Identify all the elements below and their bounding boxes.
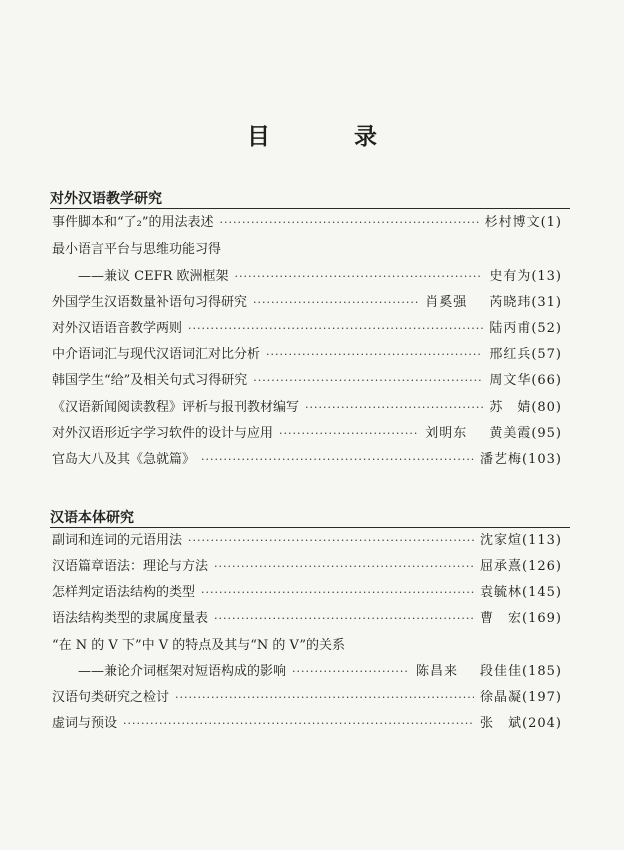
page-title: 目 录 (246, 124, 415, 150)
entry-title: 对外汉语语音教学两则 (52, 321, 183, 336)
dot-leader (292, 662, 410, 682)
entry-author-page: 邢红兵(57) (489, 347, 562, 362)
toc-entry[interactable] (52, 240, 562, 260)
entry-title: 对外汉语形近字学习软件的设计与应用 (52, 426, 274, 441)
entry-title: 汉语句类研究之检讨 (52, 690, 170, 705)
toc-entry[interactable] (52, 267, 562, 287)
dot-leader (201, 583, 474, 603)
entry-title: 中介语词汇与现代汉语词汇对比分析 (52, 347, 261, 362)
dot-leader (279, 424, 419, 444)
entry-title: 韩国学生“给”及相关句式习得研究 (52, 373, 248, 388)
dot-leader (123, 714, 474, 734)
dot-leader (201, 450, 474, 470)
entry-author-page: 史有为(13) (489, 269, 562, 284)
dot-leader (235, 267, 484, 287)
toc-entry[interactable] (52, 319, 562, 339)
dot-leader (214, 557, 474, 577)
section-heading: 汉语本体研究 (50, 510, 134, 526)
entry-author-page: 段佳佳(185) (480, 664, 562, 679)
toc-entry[interactable] (52, 424, 562, 444)
section-heading: 对外汉语教学研究 (50, 191, 162, 207)
dot-leader (175, 688, 474, 708)
toc-entry[interactable] (52, 557, 562, 577)
entry-author-page: 芮晓玮(31) (489, 295, 562, 310)
toc-entry[interactable] (52, 583, 562, 603)
entry-title: 《汉语新闻阅读教程》评析与报刊教材编写 (52, 400, 300, 415)
entry-title: 最小语言平台与思维功能习得 (52, 242, 222, 257)
entry-author-page: 曹 宏(169) (480, 611, 562, 626)
dot-leader (266, 345, 483, 365)
section-rule (50, 527, 570, 528)
dot-leader (214, 609, 474, 629)
entry-coauthor: 肖奚强 (425, 295, 468, 310)
entry-title: 虚词与预设 (52, 716, 118, 731)
toc-entry[interactable] (52, 714, 562, 734)
dot-leader (253, 371, 483, 391)
entry-title: 怎样判定语法结构的类型 (52, 585, 196, 600)
entry-author-page: 苏 婧(80) (489, 400, 562, 415)
entry-coauthor: 刘明东 (425, 426, 468, 441)
entry-title: 官岛大八及其《急就篇》 (52, 452, 196, 467)
entry-author-page: 潘艺梅(103) (480, 452, 562, 467)
dot-leader (305, 398, 483, 418)
entry-title: 副词和连词的元语用法 (52, 533, 183, 548)
entry-author-page: 袁毓林(145) (480, 585, 562, 600)
entry-title: 语法结构类型的隶属度量表 (52, 611, 209, 626)
entry-author-page: 张 斌(204) (480, 716, 562, 731)
toc-entry[interactable] (52, 531, 562, 551)
toc-entry[interactable] (52, 662, 562, 682)
entry-subtitle: ——兼议 CEFR 欧洲框架 (78, 269, 229, 284)
entry-title: “在 N 的 V 下”中 V 的特点及其与“N 的 V”的关系 (52, 638, 346, 653)
entry-subtitle: ——兼论介词框架对短语构成的影响 (78, 664, 287, 679)
entry-title: 汉语篇章语法：理论与方法 (52, 559, 209, 574)
entry-author-page: 陆丙甫(52) (489, 321, 562, 336)
toc-entry[interactable] (52, 213, 562, 233)
entry-author-page: 杉村博文(1) (484, 215, 562, 230)
toc-entry[interactable] (52, 345, 562, 365)
entry-coauthor: 陈昌来 (416, 664, 459, 679)
entry-title: 事件脚本和“了₂”的用法表述 (52, 215, 214, 230)
dot-leader (253, 293, 419, 313)
section-rule (50, 208, 570, 209)
toc-entry[interactable] (52, 450, 562, 470)
dot-leader (220, 213, 479, 233)
entry-author-page: 屈承熹(126) (480, 559, 562, 574)
entry-author-page: 沈家煊(113) (480, 533, 562, 548)
entry-title: 外国学生汉语数量补语句习得研究 (52, 295, 248, 310)
toc-entry[interactable] (52, 688, 562, 708)
toc-entry[interactable] (52, 371, 562, 391)
toc-entry[interactable] (52, 398, 562, 418)
entry-author-page: 徐晶凝(197) (480, 690, 562, 705)
toc-entry[interactable] (52, 636, 562, 656)
entry-author-page: 黄美霞(95) (489, 426, 562, 441)
toc-entry[interactable] (52, 609, 562, 629)
toc-entry[interactable] (52, 293, 562, 313)
dot-leader (188, 531, 474, 551)
entry-author-page: 周文华(66) (489, 373, 562, 388)
dot-leader (188, 319, 483, 339)
